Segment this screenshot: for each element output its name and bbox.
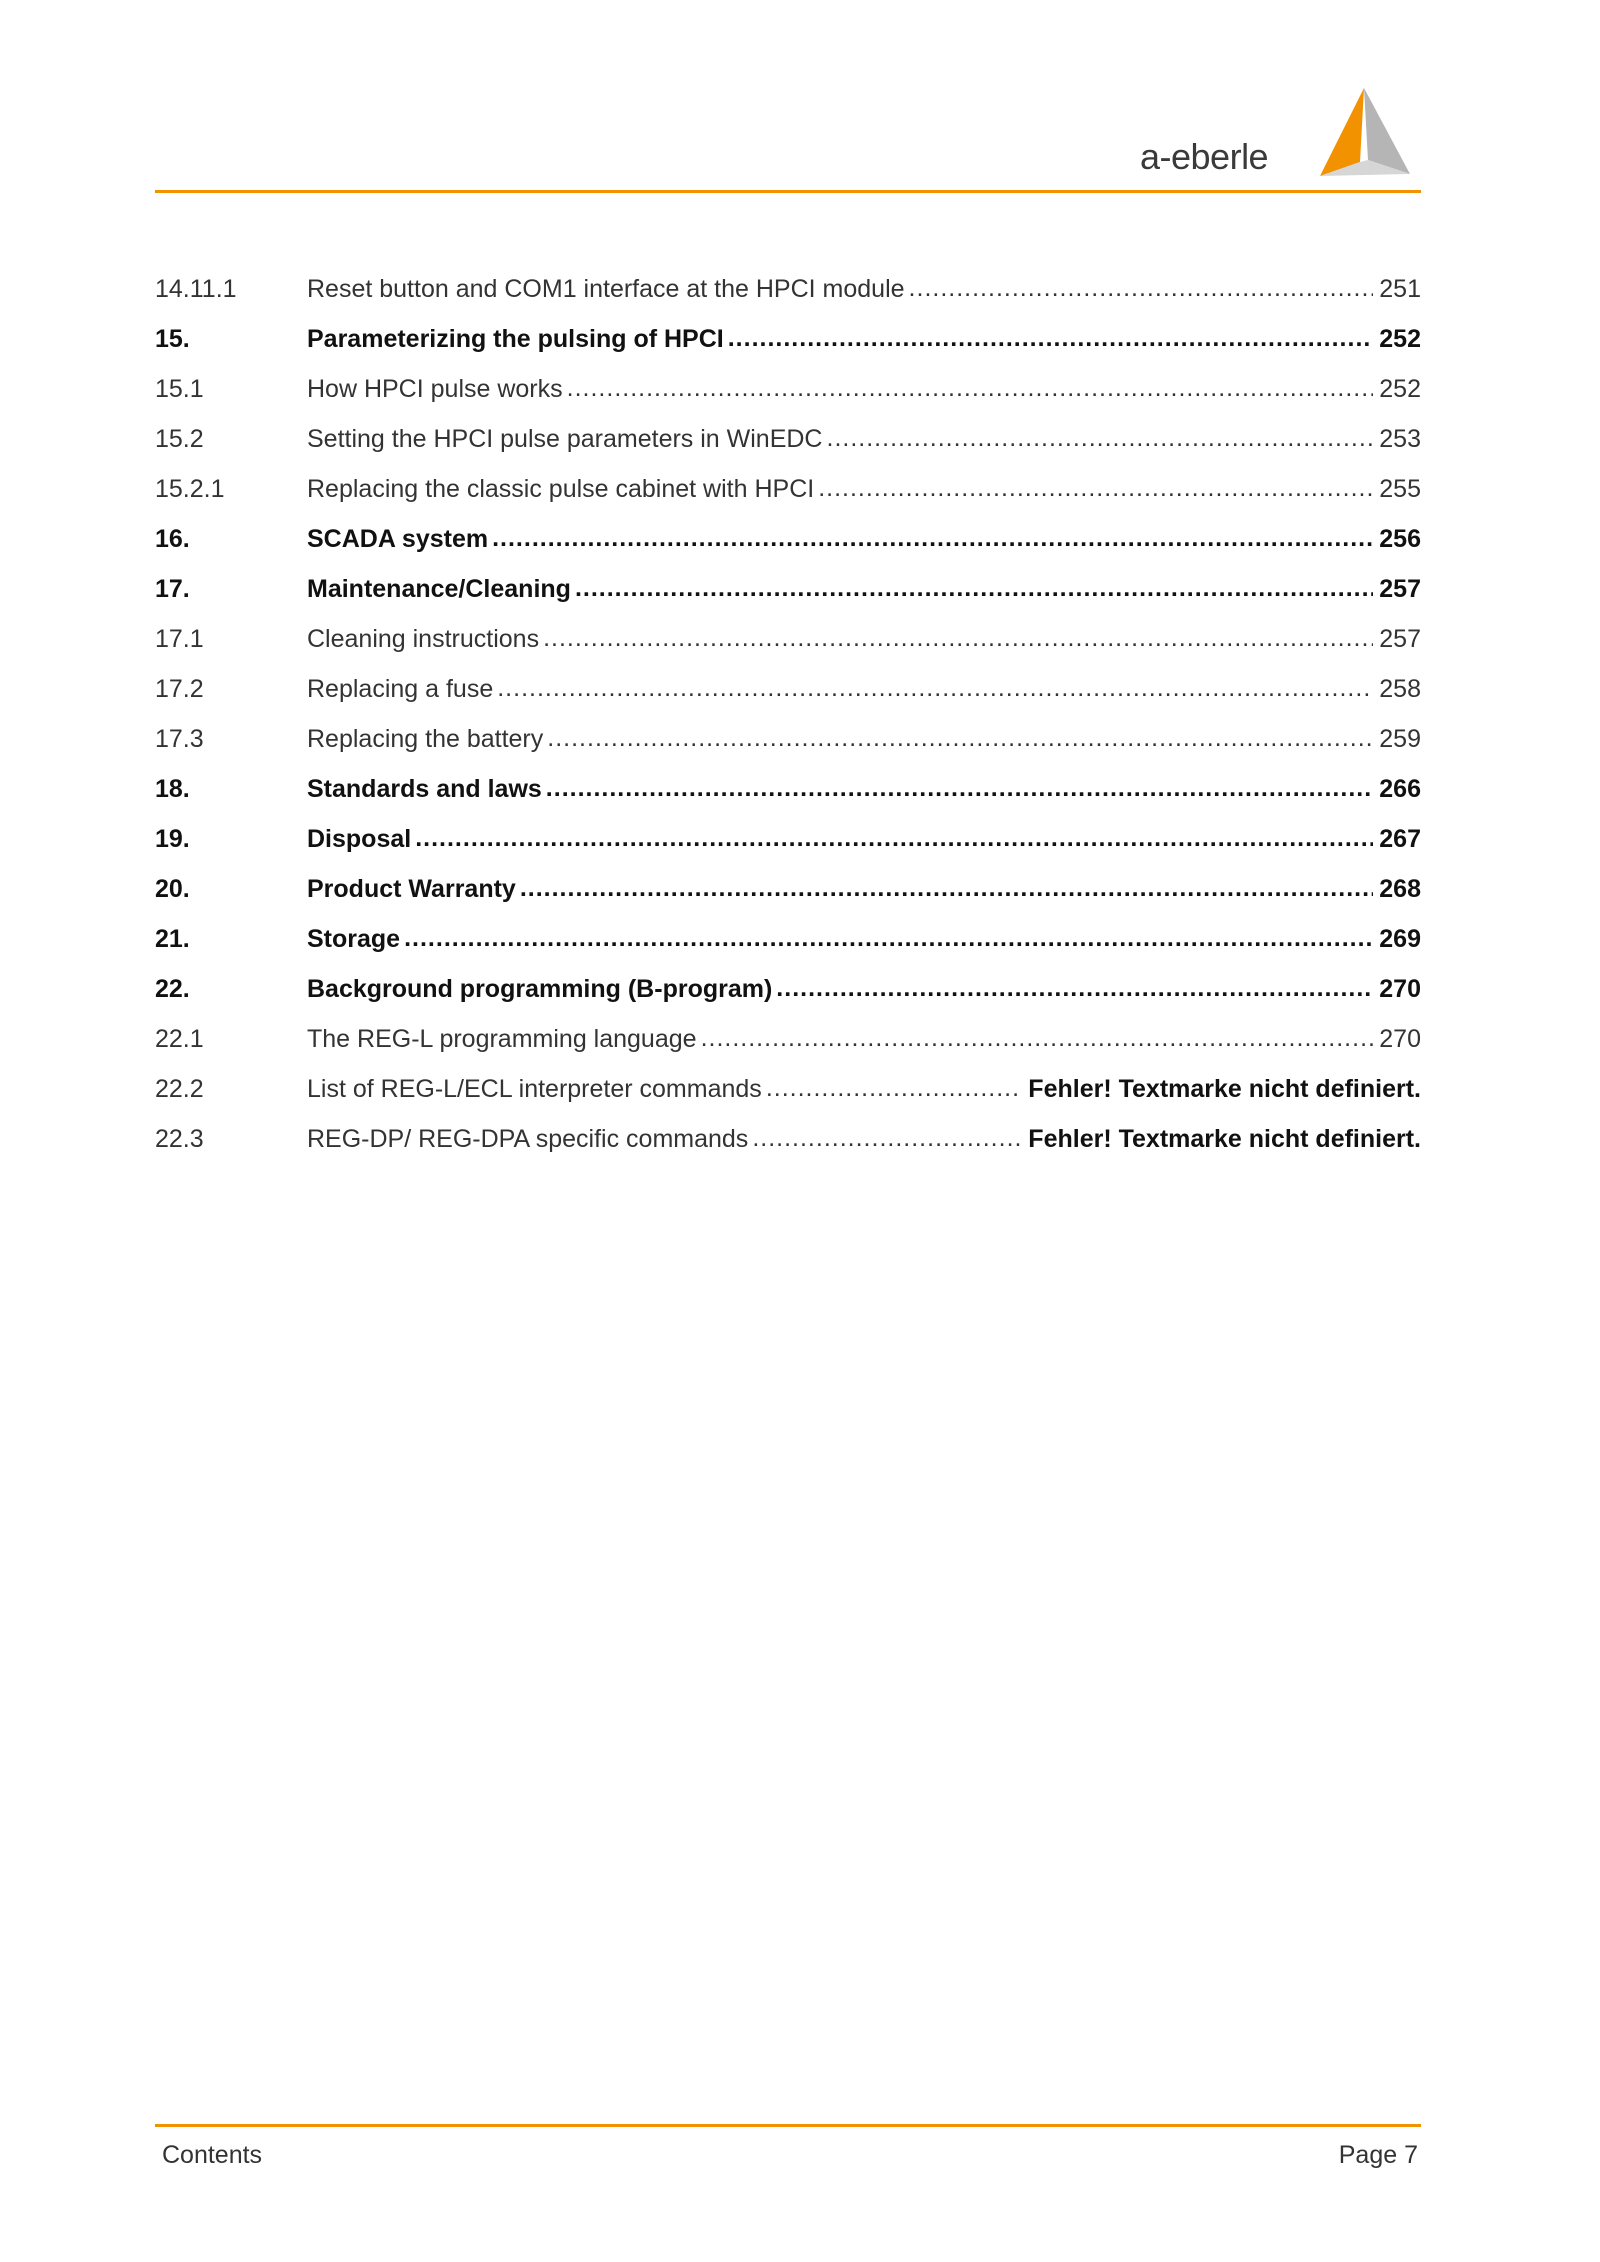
toc-entry-title: Replacing the classic pulse cabinet with HPCI [307, 474, 815, 503]
toc-dot-leader [818, 464, 1373, 514]
header-divider [155, 190, 1421, 193]
toc-entry-number: 15.2.1 [155, 474, 225, 503]
toc-entry-number: 20. [155, 874, 190, 903]
toc-entry-number: 19. [155, 824, 190, 853]
toc-entry-title: REG-DP/ REG-DPA specific commands [307, 1124, 749, 1153]
toc-entry-page: Fehler! Textmarke nicht definiert. [1028, 1124, 1421, 1153]
toc-dot-leader [497, 664, 1373, 714]
toc-dot-leader [492, 514, 1373, 564]
toc-entry-number: 21. [155, 924, 190, 953]
toc-dot-leader [776, 964, 1373, 1014]
toc-entry-page: 268 [1379, 874, 1421, 903]
toc-entry-page: 270 [1379, 1024, 1421, 1053]
toc-dot-leader [546, 764, 1373, 814]
toc-entry-page: 256 [1379, 524, 1421, 553]
toc-entry-title: Maintenance/Cleaning [307, 574, 571, 603]
toc-dot-leader [543, 614, 1373, 664]
toc-entry-page: 257 [1379, 574, 1421, 603]
toc-entry[interactable] [155, 714, 1421, 764]
toc-entry[interactable] [155, 464, 1421, 514]
toc-entry-title: The REG-L programming language [307, 1024, 697, 1053]
toc-entry-page: 269 [1379, 924, 1421, 953]
toc-entry-title: Parameterizing the pulsing of HPCI [307, 324, 724, 353]
toc-dot-leader [827, 414, 1374, 464]
toc-entry-page: 251 [1379, 274, 1421, 303]
toc-dot-leader [575, 564, 1373, 614]
toc-dot-leader [404, 914, 1373, 964]
toc-dot-leader [909, 264, 1374, 314]
toc-entry[interactable] [155, 764, 1421, 814]
logo-wordmark: a-eberle [1140, 136, 1269, 177]
toc-entry[interactable] [155, 664, 1421, 714]
table-of-contents [155, 264, 1421, 1164]
toc-entry-page: 252 [1379, 324, 1421, 353]
toc-entry[interactable] [155, 264, 1421, 314]
toc-entry-page: 253 [1379, 424, 1421, 453]
toc-entry-number: 17.2 [155, 674, 204, 703]
toc-entry-number: 17.1 [155, 624, 204, 653]
toc-entry-page: 259 [1379, 724, 1421, 753]
toc-dot-leader [547, 714, 1373, 764]
toc-entry-title: Reset button and COM1 interface at the HPCI module [307, 274, 905, 303]
footer-divider [155, 2124, 1421, 2127]
toc-dot-leader [766, 1064, 1022, 1114]
toc-entry-title: List of REG-L/ECL interpreter commands [307, 1074, 762, 1103]
toc-entry[interactable] [155, 314, 1421, 364]
toc-entry-page: 258 [1379, 674, 1421, 703]
toc-entry-number: 15.1 [155, 374, 204, 403]
footer-page-number: Page 7 [1338, 2141, 1418, 2169]
toc-entry[interactable] [155, 914, 1421, 964]
toc-entry[interactable] [155, 564, 1421, 614]
toc-entry[interactable] [155, 964, 1421, 1014]
toc-dot-leader [567, 364, 1374, 414]
toc-entry-page: 266 [1379, 774, 1421, 803]
toc-entry-number: 22. [155, 974, 190, 1003]
footer-section-label: Contents [162, 2141, 263, 2169]
toc-entry-title: Product Warranty [307, 874, 516, 903]
toc-dot-leader [415, 814, 1373, 864]
toc-entry-title: SCADA system [307, 524, 489, 553]
toc-entry-page: 255 [1379, 474, 1421, 503]
toc-entry-number: 22.1 [155, 1024, 204, 1053]
toc-entry-page: 270 [1379, 974, 1421, 1003]
toc-entry-number: 17.3 [155, 724, 204, 753]
toc-entry-title: Setting the HPCI pulse parameters in WinEDC [307, 424, 823, 453]
toc-entry[interactable] [155, 864, 1421, 914]
toc-entry[interactable] [155, 414, 1421, 464]
toc-entry-page: Fehler! Textmarke nicht definiert. [1028, 1074, 1421, 1103]
toc-entry[interactable] [155, 614, 1421, 664]
toc-entry-title: Replacing the battery [307, 724, 544, 753]
toc-dot-leader [752, 1114, 1022, 1164]
toc-dot-leader [701, 1014, 1374, 1064]
toc-entry-number: 18. [155, 774, 190, 803]
toc-entry-page: 252 [1379, 374, 1421, 403]
toc-dot-leader [728, 314, 1374, 364]
logo-triangle-icon [1306, 88, 1416, 184]
toc-entry-title: Standards and laws [307, 774, 542, 803]
toc-entry-number: 14.11.1 [155, 274, 237, 303]
toc-entry-title: Replacing a fuse [307, 674, 494, 703]
toc-entry-number: 16. [155, 524, 190, 553]
toc-entry[interactable] [155, 814, 1421, 864]
toc-dot-leader [520, 864, 1373, 914]
toc-entry-page: 267 [1379, 824, 1421, 853]
toc-entry[interactable] [155, 364, 1421, 414]
toc-entry-title: Background programming (B-program) [307, 974, 773, 1003]
toc-entry-title: How HPCI pulse works [307, 374, 563, 403]
toc-entry[interactable] [155, 1014, 1421, 1064]
toc-entry-title: Cleaning instructions [307, 624, 540, 653]
toc-entry-title: Storage [307, 924, 401, 953]
toc-entry-number: 22.2 [155, 1074, 204, 1103]
company-logo [1140, 88, 1416, 184]
toc-entry-number: 17. [155, 574, 190, 603]
toc-entry[interactable] [155, 1064, 1421, 1114]
toc-entry[interactable] [155, 514, 1421, 564]
toc-entry-number: 15.2 [155, 424, 204, 453]
toc-entry-page: 257 [1379, 624, 1421, 653]
toc-entry-title: Disposal [307, 824, 412, 853]
toc-entry-number: 15. [155, 324, 190, 353]
toc-entry[interactable] [155, 1114, 1421, 1164]
toc-entry-number: 22.3 [155, 1124, 204, 1153]
